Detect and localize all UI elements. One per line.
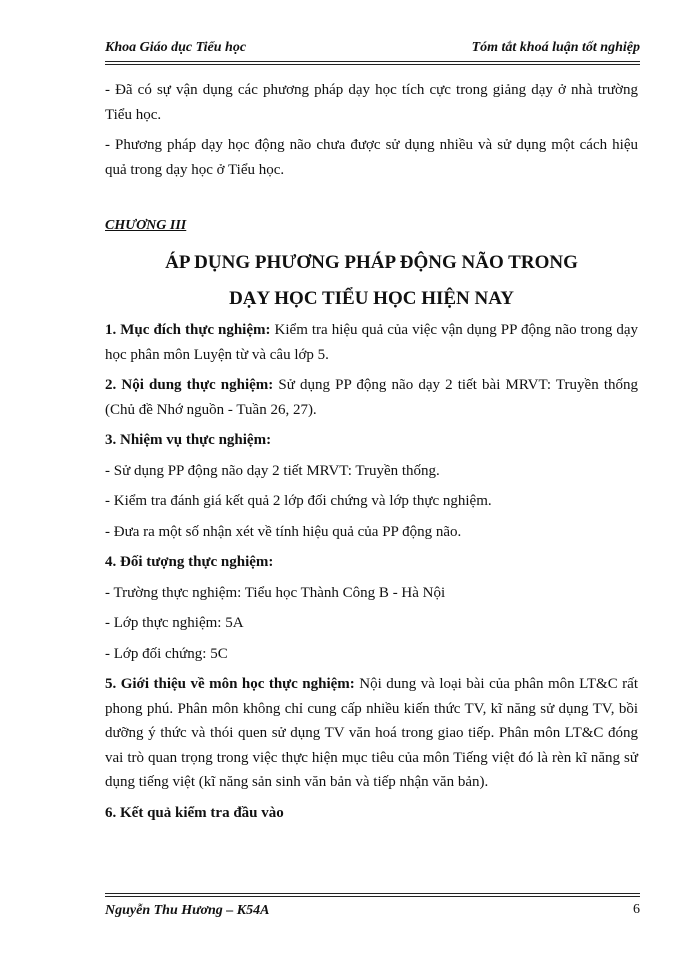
- section-3-item-2: - Kiểm tra đánh giá kết quả 2 lớp đối chứng và lớp thực nghiệm.: [105, 493, 492, 509]
- section-2-heading: 2. Nội dung thực nghiệm:: [105, 377, 274, 393]
- section-4-item-2: - Lớp thực nghiệm: 5A: [105, 615, 244, 631]
- section-1-text: Kiểm tra hiệu quả của việc vận dụng PP động não trong dạy học phân môn Luyện từ và câu lớp 5.: [105, 322, 638, 363]
- footer-author: Nguyễn Thu Hương – K54A: [105, 903, 270, 918]
- chapter-title-line-1: ÁP DỤNG PHƯƠNG PHÁP ĐỘNG NÃO TRONG: [165, 252, 578, 273]
- section-3-heading: 3. Nhiệm vụ thực nghiệm:: [105, 432, 272, 448]
- header-doc-type: Tóm tắt khoá luận tốt nghiệp: [471, 40, 640, 55]
- footer-rule-secondary: [105, 896, 640, 897]
- section-5-heading: 5. Giới thiệu về môn học thực nghiệm:: [105, 676, 355, 692]
- header-rule: [105, 61, 640, 62]
- header-faculty: Khoa Giáo dục Tiểu học: [105, 40, 247, 55]
- header-rule-secondary: [105, 64, 640, 65]
- section-4-heading: 4. Đối tượng thực nghiệm:: [105, 554, 274, 570]
- section-5: [105, 672, 638, 795]
- intro-bullet-1: - Đã có sự vận dụng các phương pháp dạy học tích cực trong giảng dạy ở nhà trường Tiểu học.: [105, 82, 638, 123]
- section-2: [105, 373, 638, 422]
- page-number: 6: [633, 902, 640, 917]
- section-1: [105, 318, 638, 367]
- intro-bullet-2: - Phương pháp dạy học động não chưa được sử dụng nhiều và sử dụng một cách hiệu quả trong dạy học ở Tiểu học.: [105, 137, 638, 178]
- footer-rule: [105, 893, 640, 894]
- page-body: [105, 78, 638, 825]
- section-2-text: Sử dụng PP động não dạy 2 tiết bài MRVT: Truyền thống (Chủ đề Nhớ nguồn - Tuần 26, 27).: [105, 377, 638, 418]
- section-6-heading: 6. Kết quả kiểm tra đầu vào: [105, 804, 284, 821]
- section-4-item-1: - Trường thực nghiệm: Tiểu học Thành Công B - Hà Nội: [105, 584, 446, 601]
- section-5-text: Nội dung và loại bài của phân môn LT&C rất phong phú. Phân môn không chỉ cung cấp nhiều kiến thức TV, kĩ năng sử dụng TV, bồi dưỡng ý thức và thói quen sử dụng TV văn hoá trong giao tiếp. Phân môn LT&C đóng vai trò quan trọng trong việc thực hiện mục tiêu của môn Tiếng việt đó là rèn kĩ năng sử dụng tiếng việt (kĩ năng sản sinh văn bản và tiếp nhận văn bản).: [105, 676, 639, 790]
- section-3-item-1: - Sử dụng PP động não dạy 2 tiết MRVT: Truyền thống.: [105, 462, 440, 479]
- section-3-item-3: - Đưa ra một số nhận xét về tính hiệu quả của PP động não.: [105, 523, 462, 540]
- chapter-title-line-2: DẠY HỌC TIỂU HỌC HIỆN NAY: [229, 288, 514, 309]
- section-4-item-3: - Lớp đối chứng: 5C: [105, 645, 228, 662]
- chapter-label: CHƯƠNG III: [105, 218, 187, 233]
- page-header: [105, 38, 640, 60]
- section-1-heading: 1. Mục đích thực nghiệm:: [105, 322, 271, 338]
